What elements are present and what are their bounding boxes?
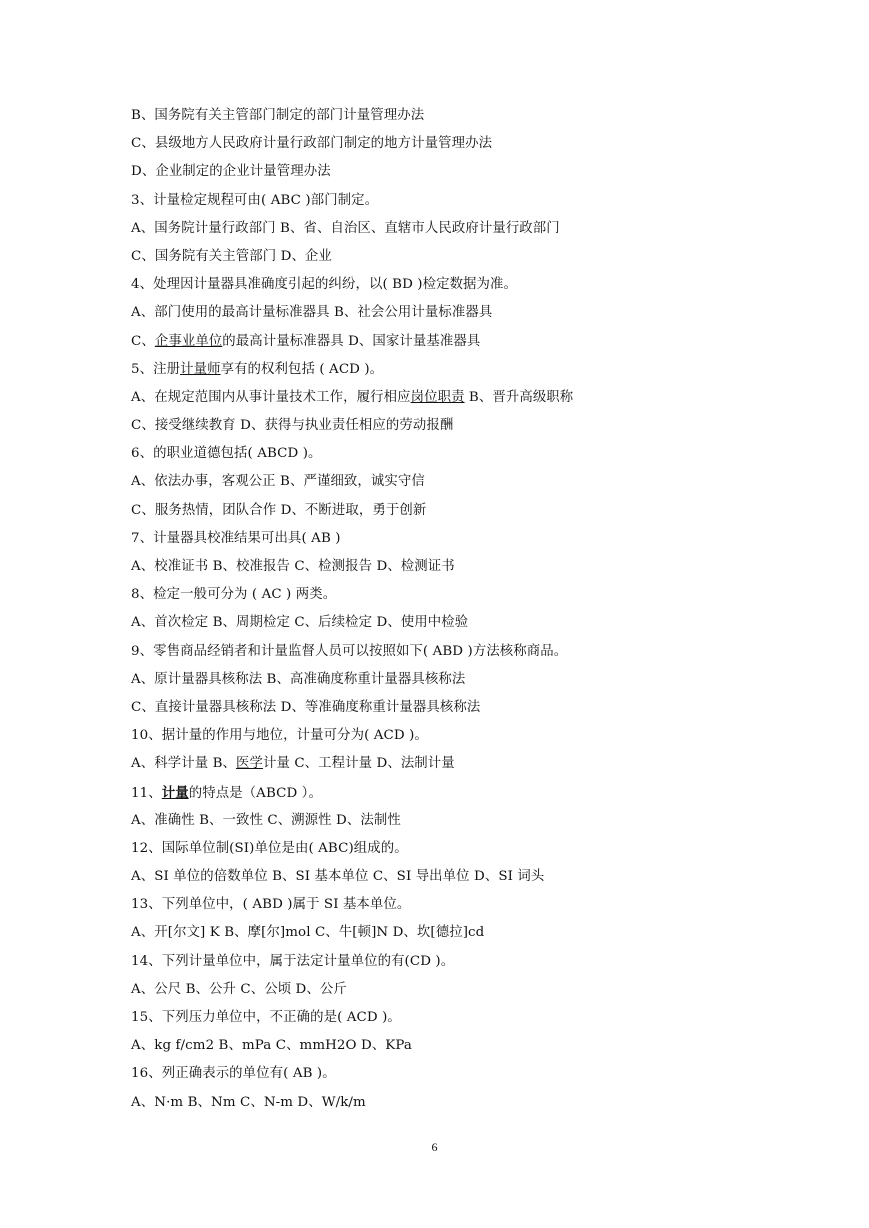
text-line <box>131 1062 791 1090</box>
line-text: A、部门使用的最高计量标准器具 B、社会公用计量标准器具 <box>131 305 493 321</box>
text-line <box>131 724 791 752</box>
text-line <box>131 301 791 329</box>
text-line <box>131 865 791 893</box>
underlined-text: 计量师 <box>180 361 221 377</box>
text-line <box>131 527 791 555</box>
underlined-text: 医学 <box>236 756 263 772</box>
line-text: A、国务院计量行政部门 B、省、自治区、直辖市人民政府计量行政部门 <box>131 220 560 236</box>
line-text: A、首次检定 B、周期检定 C、后续检定 D、使用中检验 <box>131 615 469 631</box>
line-text: D、企业制定的企业计量管理办法 <box>131 164 331 180</box>
line-text: 计量 C、工程计量 D、法制计量 <box>263 756 455 772</box>
text-line <box>131 1034 791 1062</box>
line-text: B、国务院有关主管部门制定的部门计量管理办法 <box>131 108 425 123</box>
line-text: A、校准证书 B、校准报告 C、检测报告 D、检测证书 <box>131 559 455 574</box>
line-text: 12、国际单位制(SI)单位是由( ABC)组成的。 <box>131 840 408 856</box>
line-text: A、原计量器具核称法 B、高准确度称重计量器具核称法 <box>131 671 466 687</box>
text-line <box>131 950 791 978</box>
text-line <box>131 160 791 188</box>
text-line <box>131 1006 791 1034</box>
line-text: 15、下列压力单位中，不正确的是( ACD )。 <box>131 1010 401 1025</box>
text-line <box>131 893 791 921</box>
text-line <box>131 386 791 414</box>
text-line <box>131 358 791 386</box>
line-text: B、晋升高级职称 <box>464 389 574 405</box>
line-text: C、国务院有关主管部门 D、企业 <box>131 248 332 264</box>
text-line <box>131 1091 791 1119</box>
line-text: 的特点是（ABCD ）。 <box>188 785 322 801</box>
underlined-text: 岗位职责 <box>410 389 465 405</box>
line-text: A、公尺 B、公升 C、公顷 D、公斤 <box>131 981 347 997</box>
line-text: 享有的权利包括 ( ACD )。 <box>220 361 384 377</box>
text-line <box>131 640 791 668</box>
underlined-text: 企事业单位 <box>154 333 223 349</box>
line-text: C、服务热情，团队合作 D、不断进取，勇于创新 <box>131 502 427 518</box>
text-line <box>131 837 791 865</box>
text-line <box>131 273 791 301</box>
text-line <box>131 217 791 245</box>
line-text: 8、检定一般可分为 ( AC ) 两类。 <box>131 587 337 603</box>
text-line <box>131 781 791 809</box>
line-text: 4、处理因计量器具准确度引起的纠纷，以( BD )检定数据为准。 <box>131 277 518 293</box>
line-text: 11、 <box>131 785 162 801</box>
line-text: 3、计量检定规程可由( ABC )部门制定。 <box>131 192 379 208</box>
text-line <box>131 330 791 358</box>
line-text: A、kg f/cm2 B、mPa C、mmH2O D、KPa <box>131 1038 413 1054</box>
line-text: 7、计量器具校准结果可出具( AB ) <box>131 530 341 546</box>
line-text: A、SI 单位的倍数单位 B、SI 基本单位 C、SI 导出单位 D、SI 词头 <box>131 869 545 885</box>
text-line <box>131 245 791 273</box>
line-text: A、准确性 B、一致性 C、溯源性 D、法制性 <box>131 812 401 828</box>
text-line <box>131 414 791 442</box>
line-text: C、县级地方人民政府计量行政部门制定的地方计量管理办法 <box>131 136 493 152</box>
line-text: A、开[尔文] K B、摩[尔]mol C、牛[顿]N D、坎[德拉]cd <box>131 925 485 941</box>
text-line <box>131 696 791 724</box>
text-line <box>131 611 791 639</box>
text-line <box>131 809 791 837</box>
line-text: 9、零售商品经销者和计量监督人员可以按照如下( ABD )方法核称商品。 <box>131 643 568 659</box>
line-text: C、 <box>131 333 155 349</box>
text-line <box>131 668 791 696</box>
line-text: C、直接计量器具核称法 D、等准确度称重计量器具核称法 <box>131 699 481 715</box>
line-text: A、科学计量 B、 <box>131 756 237 772</box>
text-line <box>131 189 791 217</box>
text-line <box>131 442 791 470</box>
text-line <box>131 978 791 1006</box>
line-text: C、接受继续教育 D、获得与执业责任相应的劳动报酬 <box>131 418 454 434</box>
underlined-text: 计量 <box>161 784 189 801</box>
text-line <box>131 583 791 611</box>
text-line <box>131 921 791 949</box>
line-text: 14、下列计量单位中，属于法定计量单位的有(CD )。 <box>131 953 455 969</box>
line-text: A、N·m B、Nm C、N-m D、W/k/m <box>131 1094 366 1110</box>
document-body <box>131 104 791 1119</box>
text-line <box>131 104 791 132</box>
line-text: 6、的职业道德包括( ABCD )。 <box>131 446 322 462</box>
line-text: A、依法办事，客观公正 B、严谨细致，诚实守信 <box>131 474 425 490</box>
line-text: 5、注册 <box>131 361 181 377</box>
text-line <box>131 470 791 498</box>
line-text: 13、下列单位中，( ABD )属于 SI 基本单位。 <box>131 897 411 913</box>
page-number: 6 <box>431 1140 438 1154</box>
text-line <box>131 752 791 780</box>
line-text: 的最高计量标准器具 D、国家计量基准器具 <box>222 333 481 349</box>
text-line <box>131 555 791 583</box>
text-line <box>131 499 791 527</box>
line-text: A、在规定范围内从事计量技术工作，履行相应 <box>131 389 411 405</box>
text-line <box>131 132 791 160</box>
line-text: 10、据计量的作用与地位，计量可分为( ACD )。 <box>131 728 428 744</box>
line-text: 16、列正确表示的单位有( AB )。 <box>131 1066 336 1082</box>
